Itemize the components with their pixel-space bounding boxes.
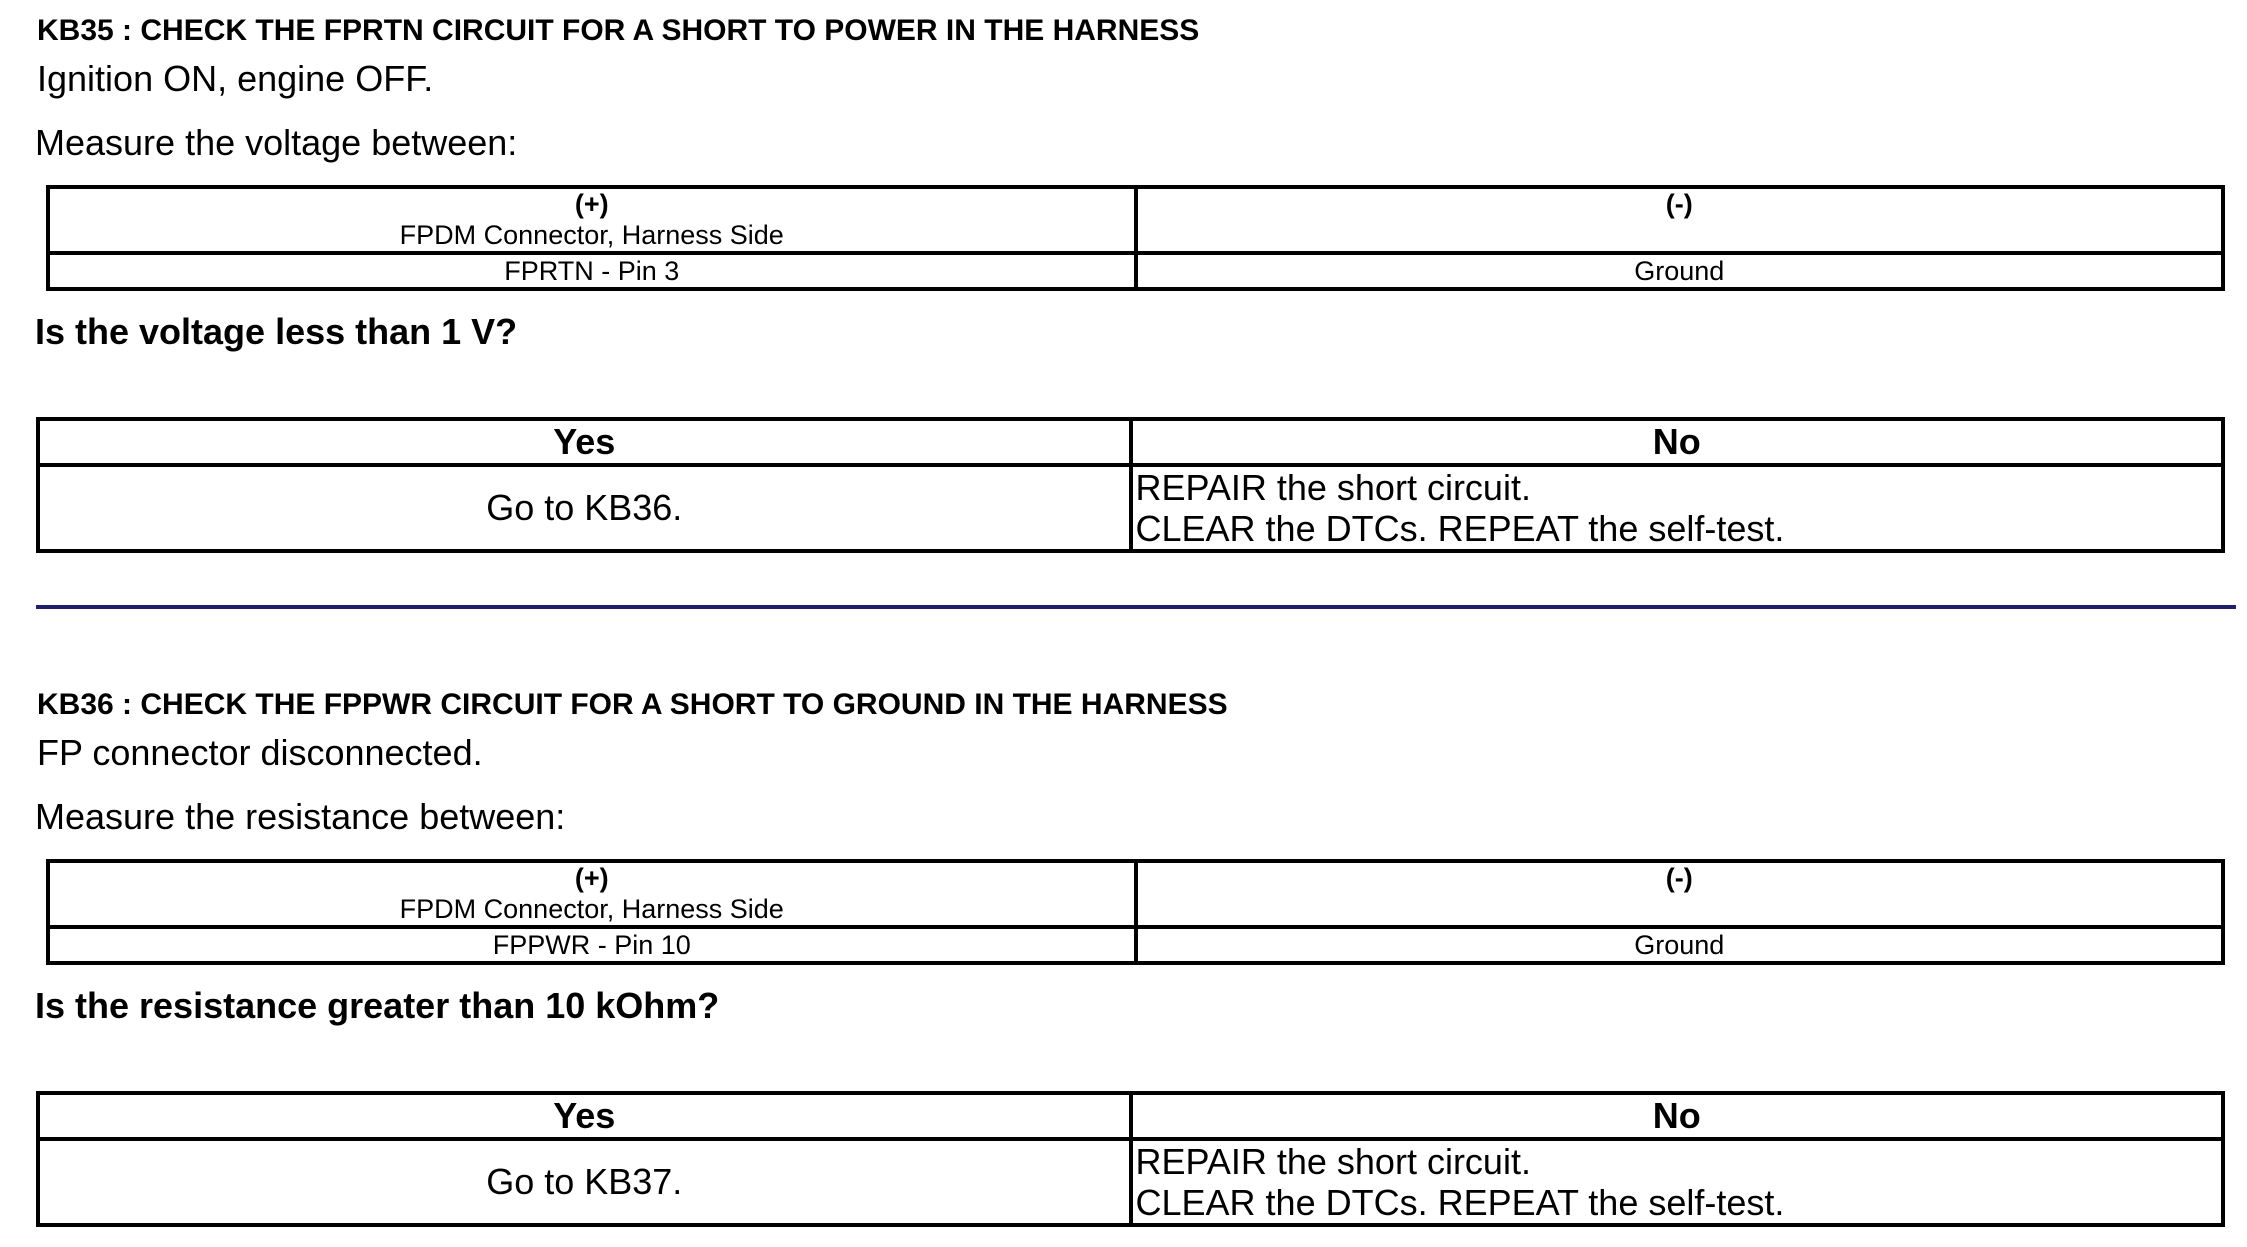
step-instruction: Measure the voltage between: [35,122,518,163]
minus-header-cell [1136,861,2224,927]
no-action-line: REPAIR the short circuit. [1135,467,1531,508]
no-action-line: CLEAR the DTCs. REPEAT the self-test. [1135,508,1785,549]
no-action [1131,465,2224,551]
answer-table [36,1091,2225,1227]
step-condition: Ignition ON, engine OFF. [37,58,434,99]
plus-value-cell: FPRTN - Pin 3 [48,253,1136,289]
plus-description: FPDM Connector, Harness Side [399,894,784,924]
plus-header-cell [48,861,1136,927]
yes-action: Go to KB37. [38,1139,1131,1225]
minus-sign: (-) [1665,863,1693,893]
yes-header: Yes [38,419,1131,465]
step-condition: FP connector disconnected. [37,732,483,773]
step-question: Is the voltage less than 1 V? [35,311,518,352]
step-question: Is the resistance greater than 10 kOhm? [35,985,720,1026]
minus-value-cell: Ground [1136,927,2224,963]
plus-header-cell [48,187,1136,253]
plus-sign: (+) [574,863,609,893]
step-title: KB35 : CHECK THE FPRTN CIRCUIT FOR A SHORT TO POWER IN THE HARNESS [37,14,1200,47]
no-action [1131,1139,2224,1225]
plus-value-cell: FPPWR - Pin 10 [48,927,1136,963]
answer-table [36,417,2225,553]
minus-header-cell [1136,187,2224,253]
no-header: No [1131,419,2224,465]
step-title: KB36 : CHECK THE FPPWR CIRCUIT FOR A SHORT TO GROUND IN THE HARNESS [37,688,1228,721]
no-header: No [1131,1093,2224,1139]
section-divider [36,605,2236,609]
measurement-table [46,859,2225,965]
yes-action: Go to KB36. [38,465,1131,551]
no-action-line: CLEAR the DTCs. REPEAT the self-test. [1135,1182,1785,1223]
minus-sign: (-) [1665,189,1693,219]
plus-description: FPDM Connector, Harness Side [399,220,784,250]
minus-value-cell: Ground [1136,253,2224,289]
no-action-line: REPAIR the short circuit. [1135,1141,1531,1182]
yes-header: Yes [38,1093,1131,1139]
plus-sign: (+) [574,189,609,219]
step-instruction: Measure the resistance between: [35,796,566,837]
measurement-table [46,185,2225,291]
